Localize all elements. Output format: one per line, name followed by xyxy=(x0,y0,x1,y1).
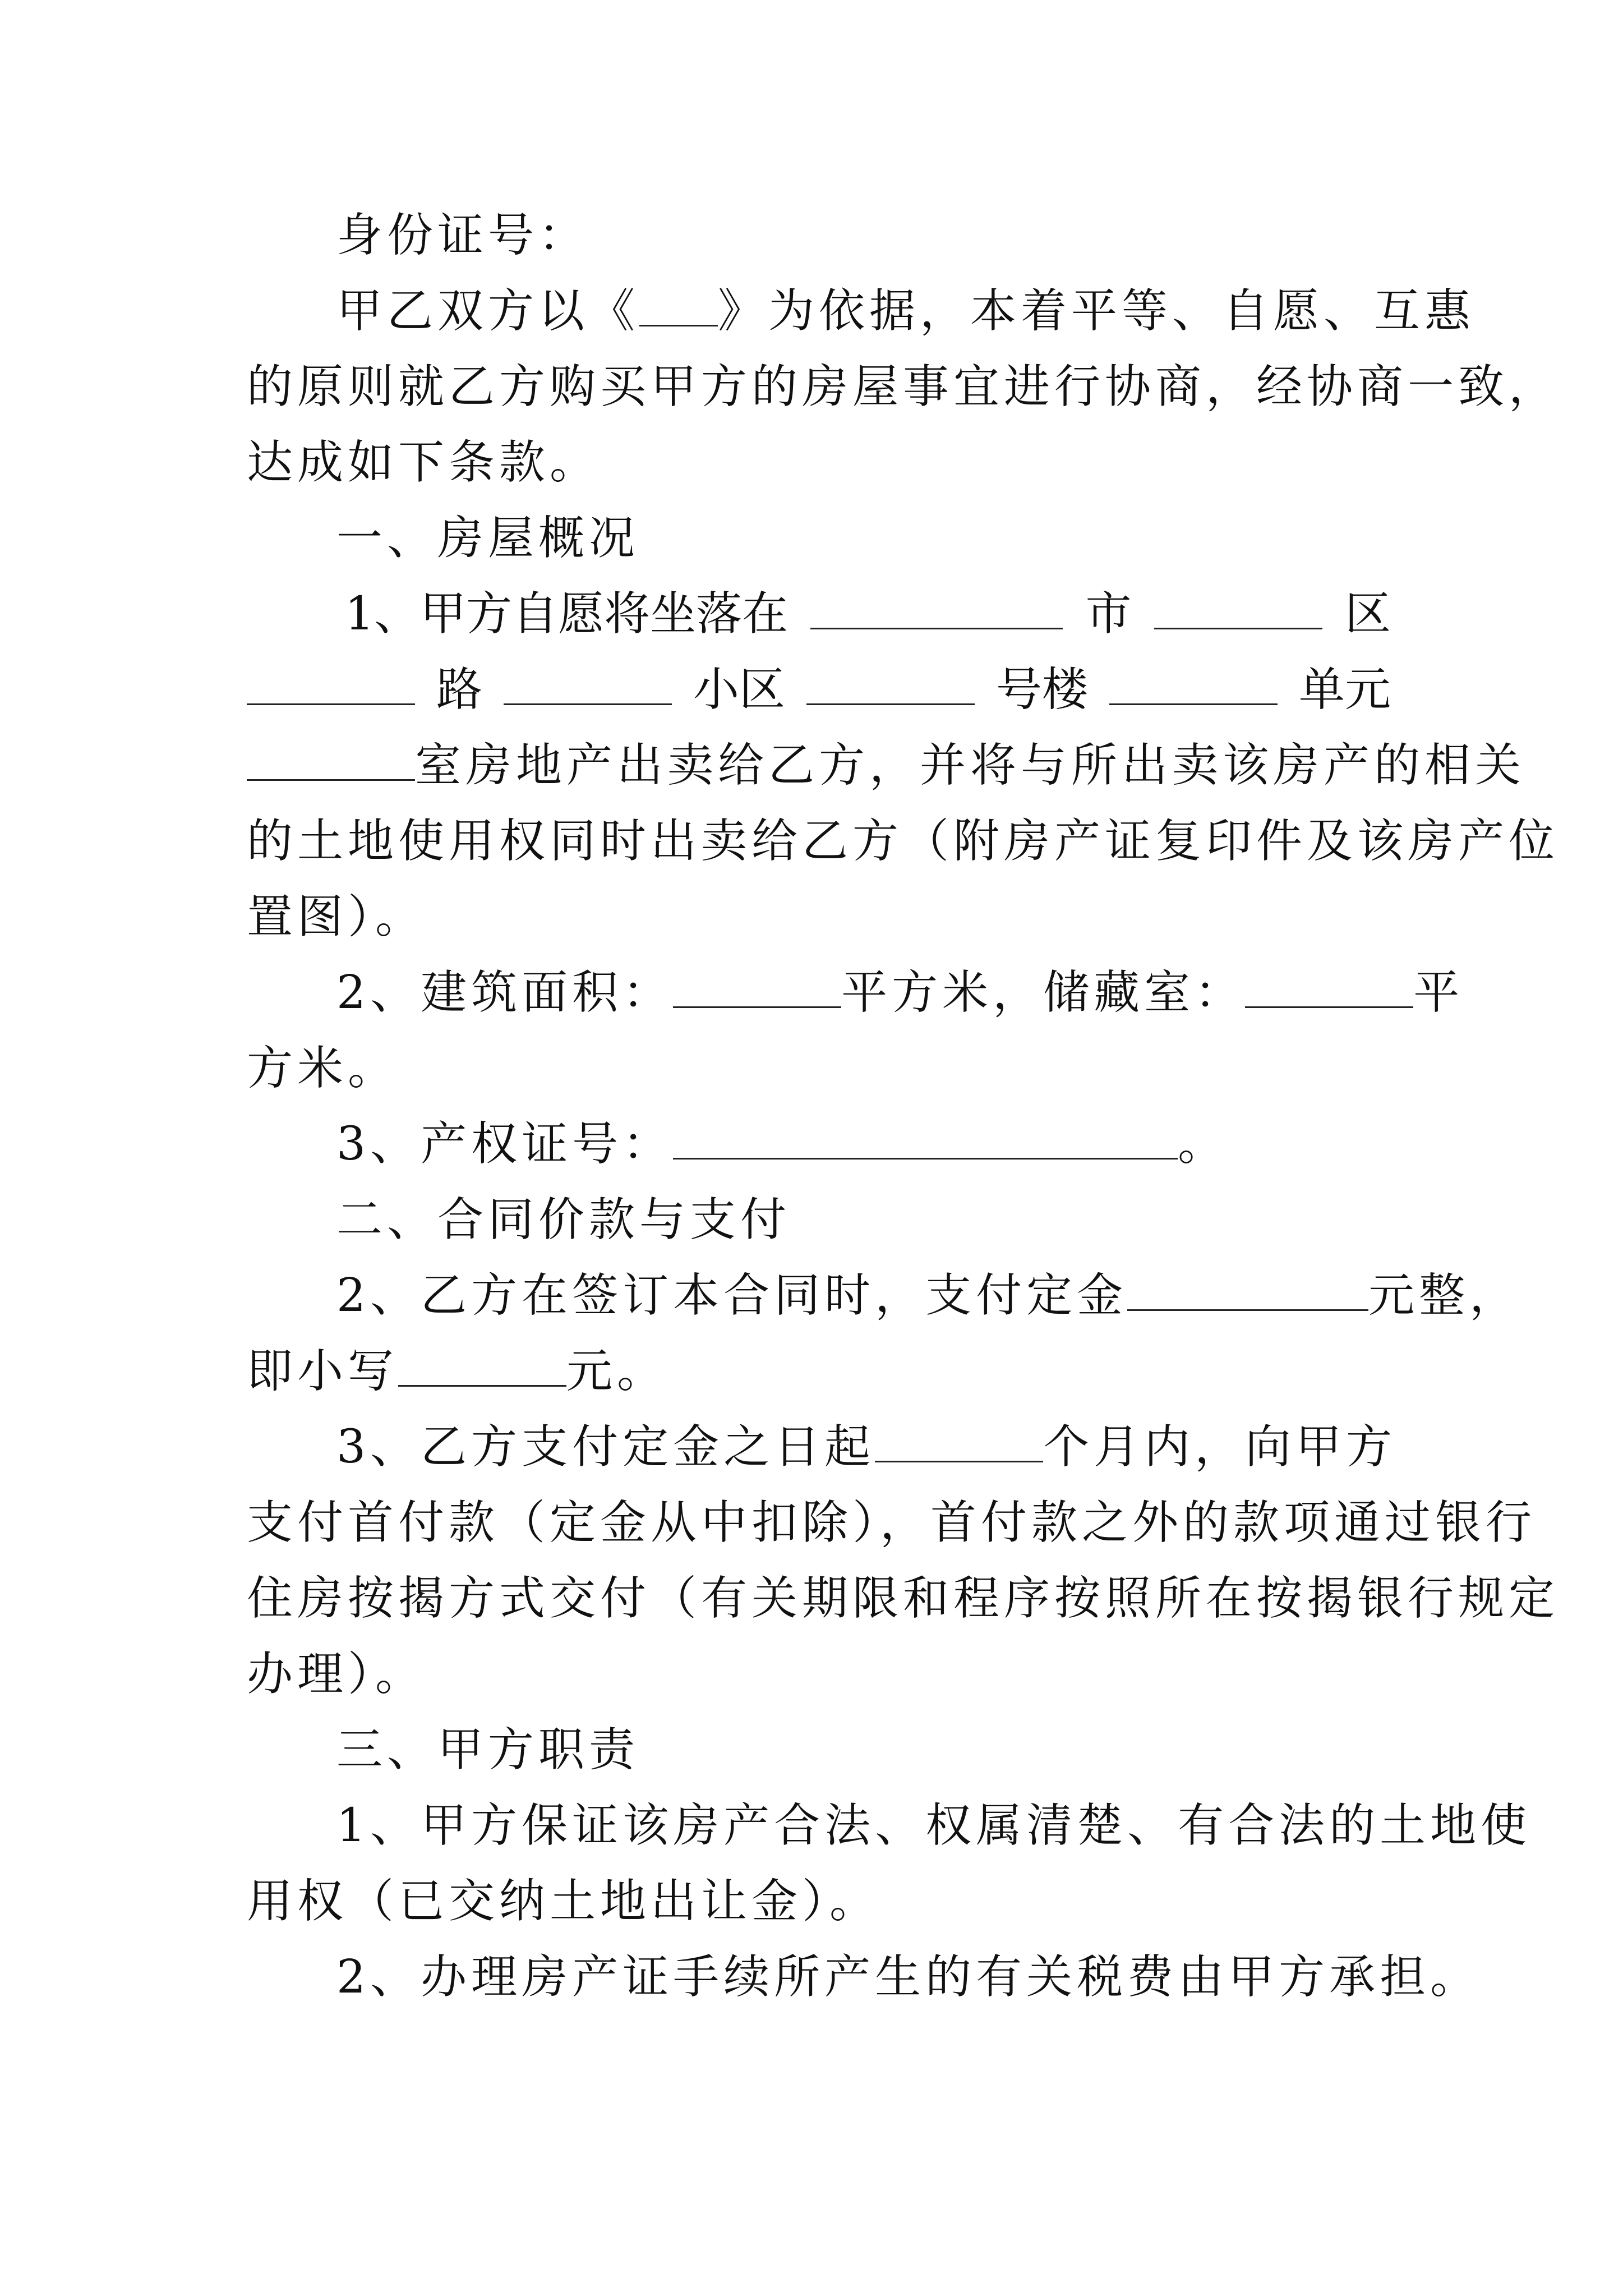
section3-heading: 三、甲方职责 xyxy=(336,1723,640,1777)
deposit-blank xyxy=(1127,1270,1368,1311)
unit-label: 单元 xyxy=(1298,663,1391,716)
area-blank xyxy=(673,967,841,1008)
section1-item2-line1 xyxy=(336,965,1481,1021)
storage-unit-first: 平 xyxy=(1413,966,1464,1019)
unit-blank xyxy=(1109,664,1278,705)
intro-line-2: 的原则就乙方购买甲方的房屋事宜进行协商，经协商一致， xyxy=(247,360,1560,413)
section1-item1-line3 xyxy=(247,738,1526,794)
section2-item3-line4: 办理）。 xyxy=(247,1648,426,1701)
cert-label: 3、产权证号： xyxy=(336,1117,674,1171)
section1-item1-line1 xyxy=(345,586,1391,642)
cert-end: 。 xyxy=(1178,1117,1229,1171)
deposit-end: 元整， xyxy=(1368,1269,1520,1322)
section1-item2-line2: 方米。 xyxy=(247,1042,399,1095)
section3-item1-line2: 用权（已交纳土地出让金）。 xyxy=(247,1875,880,1928)
community-blank xyxy=(504,664,672,705)
building-blank xyxy=(806,664,975,705)
section1-item1-line4: 的土地使用权同时出卖给乙方（附房产证复印件及该房产位 xyxy=(247,815,1560,868)
agreement-name-blank xyxy=(639,286,718,326)
road-label: 路 xyxy=(436,663,482,716)
lowercase-blank xyxy=(398,1346,566,1387)
cert-blank xyxy=(673,1119,1178,1159)
section2-item3-line2: 支付首付款（定金从中扣除），首付款之外的款项通过银行 xyxy=(247,1496,1537,1549)
road-blank xyxy=(247,664,415,705)
intro-line-1 xyxy=(336,283,1481,339)
id-label: 身份证号： xyxy=(336,209,589,262)
section2-item3-line1 xyxy=(336,1419,1481,1475)
section3-item1-line1: 1、甲方保证该房产合法、权属清楚、有合法的土地使 xyxy=(336,1799,1532,1852)
section2-item3-line3: 住房按揭方式交付（有关期限和程序按照所在按揭银行规定 xyxy=(247,1572,1560,1625)
section2-item2-line2 xyxy=(247,1343,1391,1400)
storage-blank xyxy=(1245,967,1413,1008)
intro-line-3: 达成如下条款。 xyxy=(247,436,601,489)
building-label: 号楼 xyxy=(995,663,1088,716)
section1-item1-line5: 置图）。 xyxy=(247,890,426,944)
section1-item1-line2 xyxy=(247,662,1391,718)
district-blank xyxy=(1154,588,1322,629)
area-unit-text: 平方米，储藏室： xyxy=(841,966,1246,1019)
section1-heading: 一、房屋概况 xyxy=(336,512,640,565)
months-blank xyxy=(875,1421,1043,1462)
area-label: 2、建筑面积： xyxy=(336,966,674,1019)
intro-text-a: 甲乙双方以《 xyxy=(336,284,640,338)
city-blank xyxy=(810,588,1063,629)
district-label: 区 xyxy=(1344,587,1391,641)
section2-heading: 二、合同价款与支付 xyxy=(336,1193,791,1246)
deposit-text: 2、乙方在签订本合同时，支付定金 xyxy=(336,1269,1128,1322)
section2-item2-line1 xyxy=(336,1268,1520,1324)
payment-end: 个月内，向甲方 xyxy=(1043,1420,1397,1474)
room-blank xyxy=(247,740,415,781)
lowercase-label: 即小写 xyxy=(247,1345,399,1398)
section1-item3 xyxy=(336,1116,1481,1172)
lowercase-end: 元。 xyxy=(566,1345,668,1398)
room-rest-text: 室房地产出卖给乙方，并将与所出卖该房产的相关 xyxy=(415,739,1526,792)
section3-item2-line1: 2、办理房产证手续所产生的有关税费由甲方承担。 xyxy=(336,1950,1481,2004)
item1-start: 1、甲方自愿将坐落在 xyxy=(345,587,789,641)
city-label: 市 xyxy=(1085,587,1132,641)
payment-text: 3、乙方支付定金之日起 xyxy=(336,1420,875,1474)
intro-text-b: 》为依据，本着平等、自愿、互惠 xyxy=(718,284,1476,338)
community-label: 小区 xyxy=(693,663,785,716)
